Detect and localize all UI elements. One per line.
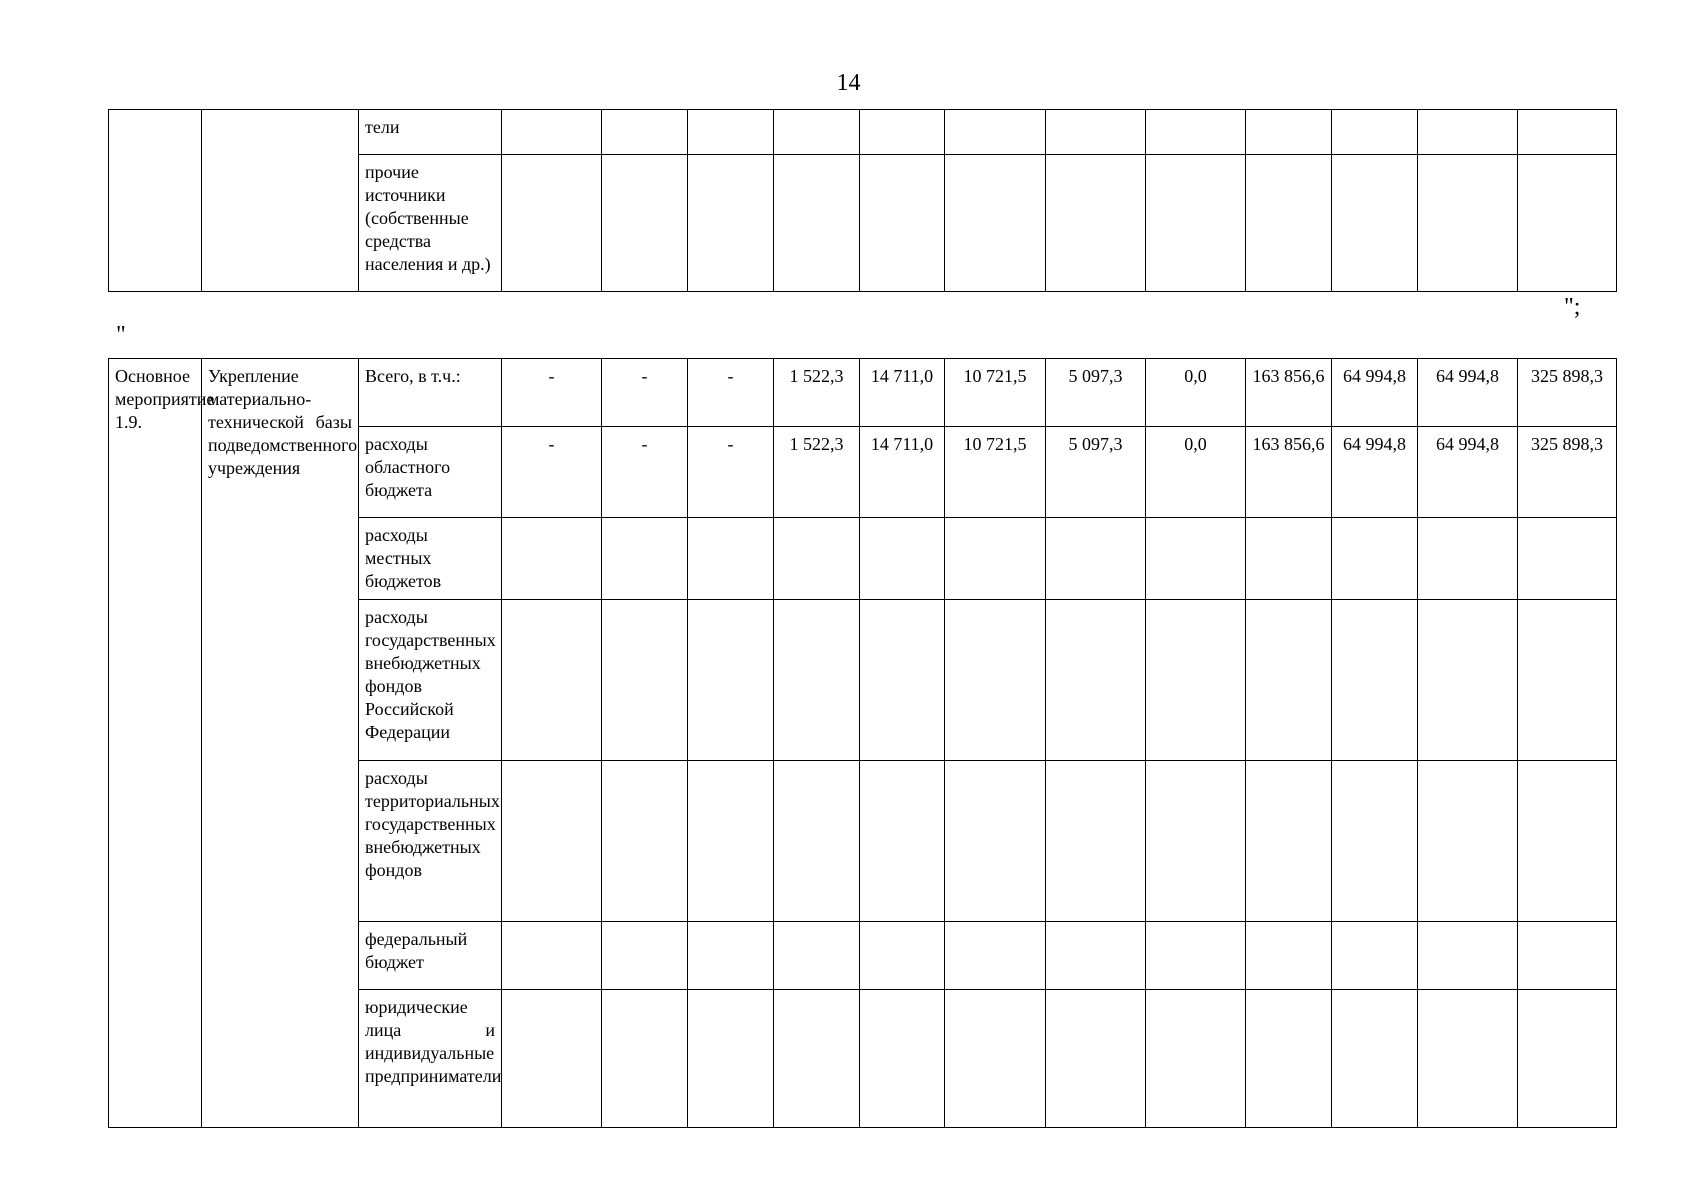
value-cell: -	[502, 359, 602, 427]
value-cell: 10 721,5	[945, 427, 1046, 518]
value-cell: 64 994,8	[1418, 359, 1518, 427]
value-cell: 64 994,8	[1332, 427, 1418, 518]
value-cell: -	[502, 427, 602, 518]
row-label: расходы областного бюджета	[359, 427, 502, 518]
value-cell: 0,0	[1146, 359, 1246, 427]
row-label: федеральный бюджет	[359, 922, 502, 990]
value-cell: 14 711,0	[860, 359, 945, 427]
value-cell: 5 097,3	[1046, 359, 1146, 427]
table-row	[109, 359, 1617, 427]
row-label: юридические лица и индивидуальные предприниматели	[359, 990, 502, 1128]
value-cell: 64 994,8	[1418, 427, 1518, 518]
value-cell: -	[688, 359, 774, 427]
value-cell: 0,0	[1146, 427, 1246, 518]
row-label: расходы территориальных государственных внебюджетных фондов	[359, 761, 502, 922]
row-label: тели	[359, 110, 502, 155]
activity-name: Укрепление материально-технической базы подведомственного учреждения	[202, 359, 359, 1128]
value-cell: 10 721,5	[945, 359, 1046, 427]
value-cell: 5 097,3	[1046, 427, 1146, 518]
value-cell: 14 711,0	[860, 427, 945, 518]
continuation-table	[108, 109, 1617, 292]
value-cell: 64 994,8	[1332, 359, 1418, 427]
value-cell: -	[602, 427, 688, 518]
row-label: расходы местных бюджетов	[359, 518, 502, 600]
value-cell: 325 898,3	[1518, 359, 1617, 427]
row-label: Всего, в т.ч.:	[359, 359, 502, 427]
value-cell: -	[602, 359, 688, 427]
activity-table	[108, 358, 1617, 1128]
table-row	[109, 110, 1617, 155]
value-cell: 1 522,3	[774, 427, 860, 518]
row-label: расходы государственных внебюджетных фондов Российской Федерации	[359, 600, 502, 761]
value-cell: 163 856,6	[1246, 359, 1332, 427]
value-cell: -	[688, 427, 774, 518]
row-label: прочие источники (собственные средства населения и др.)	[359, 155, 502, 292]
value-cell: 1 522,3	[774, 359, 860, 427]
opening-quote: "	[116, 322, 126, 348]
empty-cell	[109, 110, 202, 292]
page-number: 14	[836, 70, 861, 96]
empty-cell	[202, 110, 359, 292]
closing-quote: ";	[1564, 294, 1581, 320]
value-cell: 325 898,3	[1518, 427, 1617, 518]
value-cell: 163 856,6	[1246, 427, 1332, 518]
activity-code: Основное мероприятие 1.9.	[109, 359, 202, 1128]
